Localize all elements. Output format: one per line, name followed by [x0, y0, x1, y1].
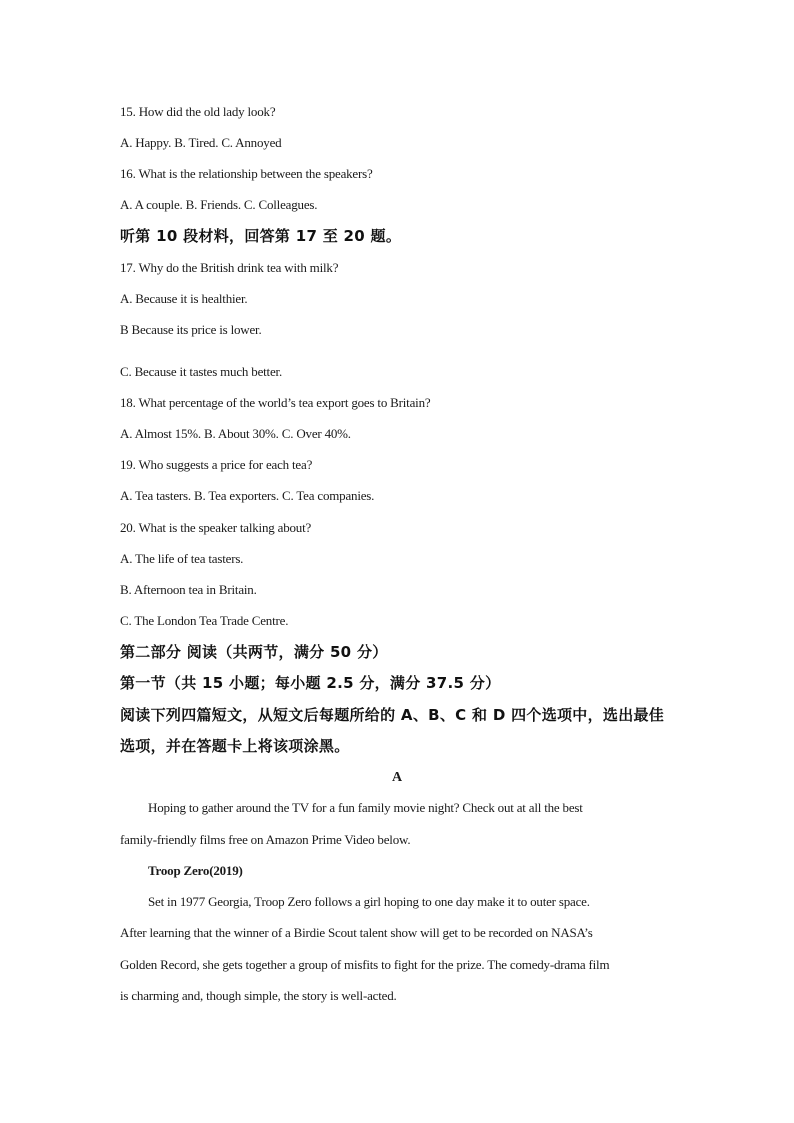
question-16: 16. What is the relationship between the speakers? — [120, 166, 373, 181]
question-19: 19. Who suggests a price for each tea? — [120, 457, 313, 472]
question-15-options: A. Happy. B. Tired. C. Annoyed — [120, 135, 282, 150]
passage-intro-line-1: Hoping to gather around the TV for a fun family movie night? Check out at all the best — [148, 800, 583, 815]
question-15: 15. How did the old lady look? — [120, 104, 276, 119]
passage-label: A — [392, 770, 402, 785]
question-17: 17. Why do the British drink tea with milk? — [120, 260, 339, 275]
passage-intro-line-2: family-friendly films free on Amazon Prime Video below. — [120, 832, 411, 847]
reading-part-title: 第二部分 阅读（共两节，满分 50 分） — [120, 643, 388, 661]
question-20-option-c: C. The London Tea Trade Centre. — [120, 613, 289, 628]
listening-section-10-heading: 听第 10 段材料，回答第 17 至 20 题。 — [120, 227, 402, 245]
reading-section-title: 第一节（共 15 小题；每小题 2.5 分，满分 37.5 分） — [120, 674, 501, 692]
film-description-line-2: After learning that the winner of a Birdie Scout talent show will get to be recorded on NASA’s — [120, 925, 593, 940]
question-20: 20. What is the speaker talking about? — [120, 520, 312, 535]
reading-instruction-line-2: 选项，并在答题卡上将该项涂黑。 — [120, 737, 350, 755]
question-16-options: A. A couple. B. Friends. C. Colleagues. — [120, 197, 318, 212]
film-description-line-3: Golden Record, she gets together a group of misfits to fight for the prize. The comedy-drama film — [120, 957, 610, 972]
question-18-options: A. Almost 15%. B. About 30%. C. Over 40%. — [120, 426, 351, 441]
question-20-option-b: B. Afternoon tea in Britain. — [120, 582, 257, 597]
question-17-option-c: C. Because it tastes much better. — [120, 364, 282, 379]
question-17-option-b: B Because its price is lower. — [120, 322, 262, 337]
question-19-options: A. Tea tasters. B. Tea exporters. C. Tea companies. — [120, 488, 375, 503]
question-18: 18. What percentage of the world’s tea export goes to Britain? — [120, 395, 431, 410]
question-17-option-a: A. Because it is healthier. — [120, 291, 248, 306]
reading-instruction-line-1: 阅读下列四篇短文，从短文后每题所给的 A、B、C 和 D 四个选项中，选出最佳 — [120, 706, 665, 724]
film-title: Troop Zero(2019) — [148, 863, 243, 878]
film-description-line-4: is charming and, though simple, the story is well-acted. — [120, 988, 397, 1003]
film-description-line-1: Set in 1977 Georgia, Troop Zero follows a girl hoping to one day make it to outer space. — [148, 894, 590, 909]
question-20-option-a: A. The life of tea tasters. — [120, 551, 244, 566]
